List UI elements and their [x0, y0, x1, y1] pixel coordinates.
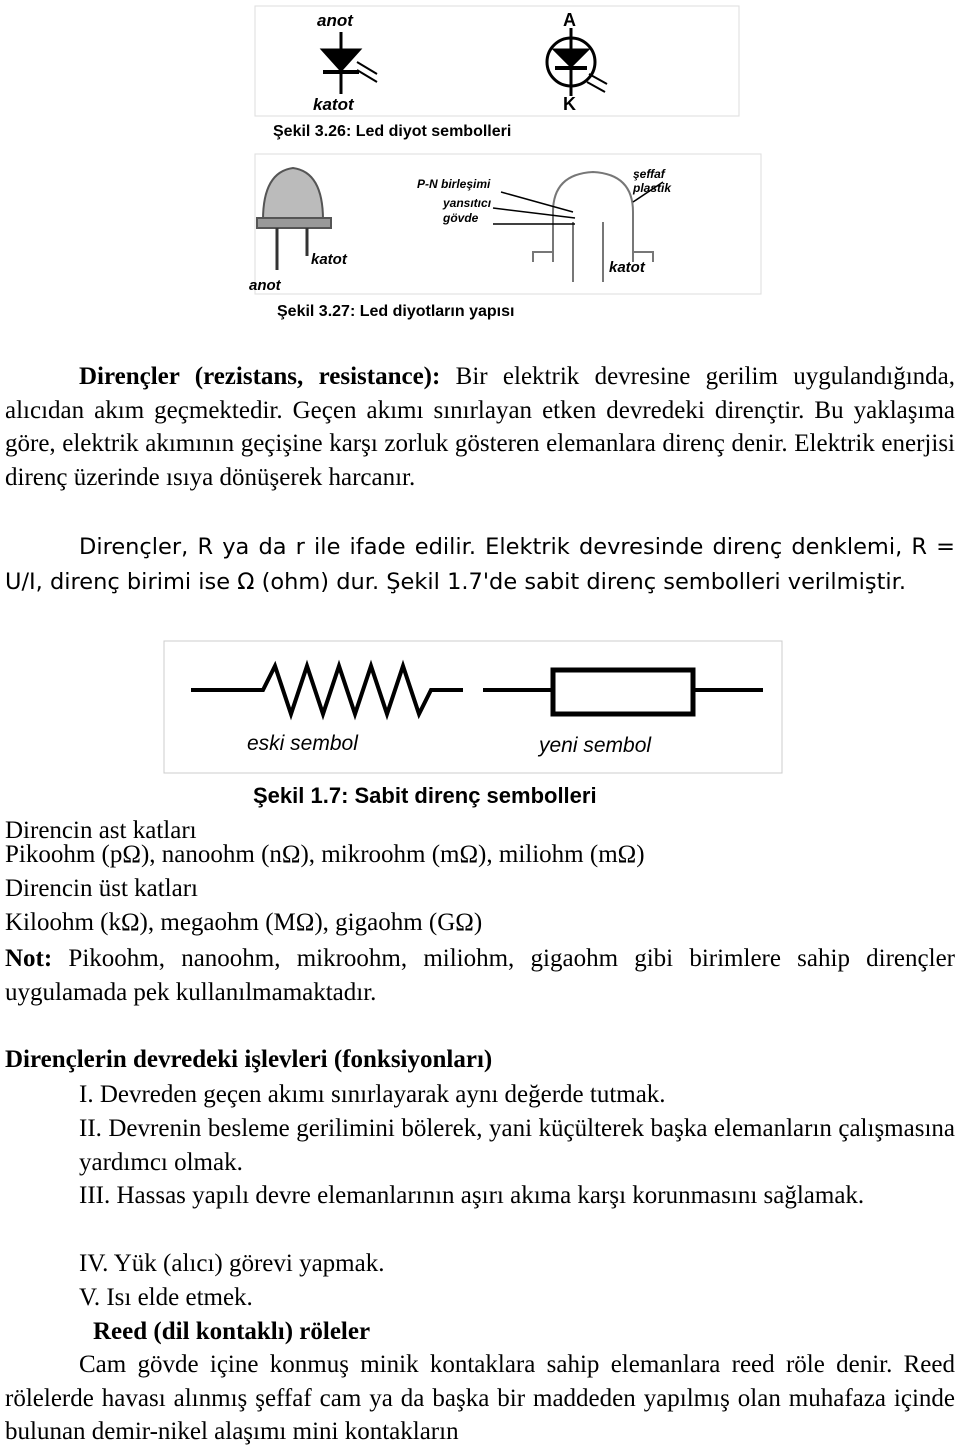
resistors-definition-paragraph [5, 360, 955, 494]
K-label: K [563, 94, 576, 114]
figure-led-structure [249, 152, 763, 322]
figure-resistor-symbols [163, 640, 783, 812]
katot-label: katot [313, 95, 354, 114]
led-structure-drawing [249, 152, 763, 322]
note-paragraph [5, 942, 955, 1009]
plastik-label: plastik [633, 181, 672, 195]
resistor-symbols-drawing [163, 640, 783, 812]
figure-led-symbols [253, 4, 741, 150]
pn-label: P-N birleşimi [417, 177, 491, 191]
functions-heading: Dirençlerin devredeki işlevleri (fonksiyonları) [5, 1046, 493, 1073]
A-label: A [563, 10, 576, 30]
anot-label: anot [317, 11, 353, 30]
resistors-term: Dirençler (rezistans, resistance): [79, 363, 441, 390]
note-text: Pikoohm, nanoohm, mikroohm, miliohm, gigaohm gibi birimlere sahip dirençler uygulamada pek kullanılmamaktadır. [5, 945, 955, 1006]
resistor-formula-paragraph: Dirençler, R ya da r ile ifade edilir. Elektrik devresinde direnç denklemi, R = U/I, direnç birimi ise Ω (ohm) dur. Şekil 1.7'de sabit direnç sembolleri verilmiştir. [5, 534, 955, 595]
resistors-definition-text: Bir elektrik devresine gerilim uygulandığında, alıcıdan akım geçmektedir. Geçen akımı sınırlayan etken devredeki dirençtir. Bu yaklaşıma göre, elektrik akımının geçişine karşı zorluk gösteren elemanlara direnç denir. Elektrik enerjisi direnç üzerinde ısıya dönüşerek harcanır. [5, 363, 955, 491]
function-item-3: III. Hassas yapılı devre elemanlarının aşırı akıma karşı korunmasını sağlamak. [79, 1182, 865, 1209]
function-item-1: I. Devreden geçen akımı sınırlayarak aynı değerde tutmak. [79, 1081, 666, 1108]
govde-label: gövde [443, 211, 479, 225]
seffaf-label: şeffaf [633, 167, 665, 181]
function-item-5: V. Isı elde etmek. [79, 1284, 253, 1311]
katot-right-label: katot [609, 259, 645, 276]
eski-sembol-label: eski sembol [247, 732, 358, 755]
reed-heading: Reed (dil kontaklı) röleler [93, 1318, 371, 1345]
katot-left-label: katot [311, 251, 347, 268]
anot-label: anot [249, 277, 281, 294]
yeni-sembol-label: yeni sembol [539, 734, 652, 757]
sub-multiples-heading: Direncin ast katları [5, 817, 197, 844]
yansitici-label: yansıtıcı [443, 196, 492, 210]
led-symbols-drawing [253, 4, 741, 150]
figure-3-26-caption: Şekil 3.26: Led diyot sembolleri [273, 123, 512, 140]
sub-multiples-values: Pikoohm (pΩ), nanoohm (nΩ), mikroohm (mΩ), miliohm (mΩ) [5, 841, 645, 868]
figure-1-7-caption: Şekil 1.7: Sabit direnç sembolleri [253, 783, 597, 808]
note-label: Not: [5, 945, 53, 972]
function-item-4: IV. Yük (alıcı) görevi yapmak. [79, 1250, 385, 1277]
function-item-2: II. Devrenin besleme gerilimini bölerek, yani küçülterek başka elemanların çalışmasına yardımcı olmak. [79, 1115, 955, 1176]
multiples-values: Kiloohm (kΩ), megaohm (MΩ), gigaohm (GΩ) [5, 909, 483, 936]
reed-paragraph: Cam gövde içine konmuş minik kontaklara sahip elemanlara reed röle denir. Reed rölelerde havası alınmış şeffaf cam ya da başka bir maddeden yapılmış olan muhafaza içinde bulunan demir-nikel alaşımı mini kontakların [5, 1351, 955, 1445]
multiples-heading: Direncin üst katları [5, 875, 198, 902]
figure-3-27-caption: Şekil 3.27: Led diyotların yapısı [277, 303, 515, 320]
